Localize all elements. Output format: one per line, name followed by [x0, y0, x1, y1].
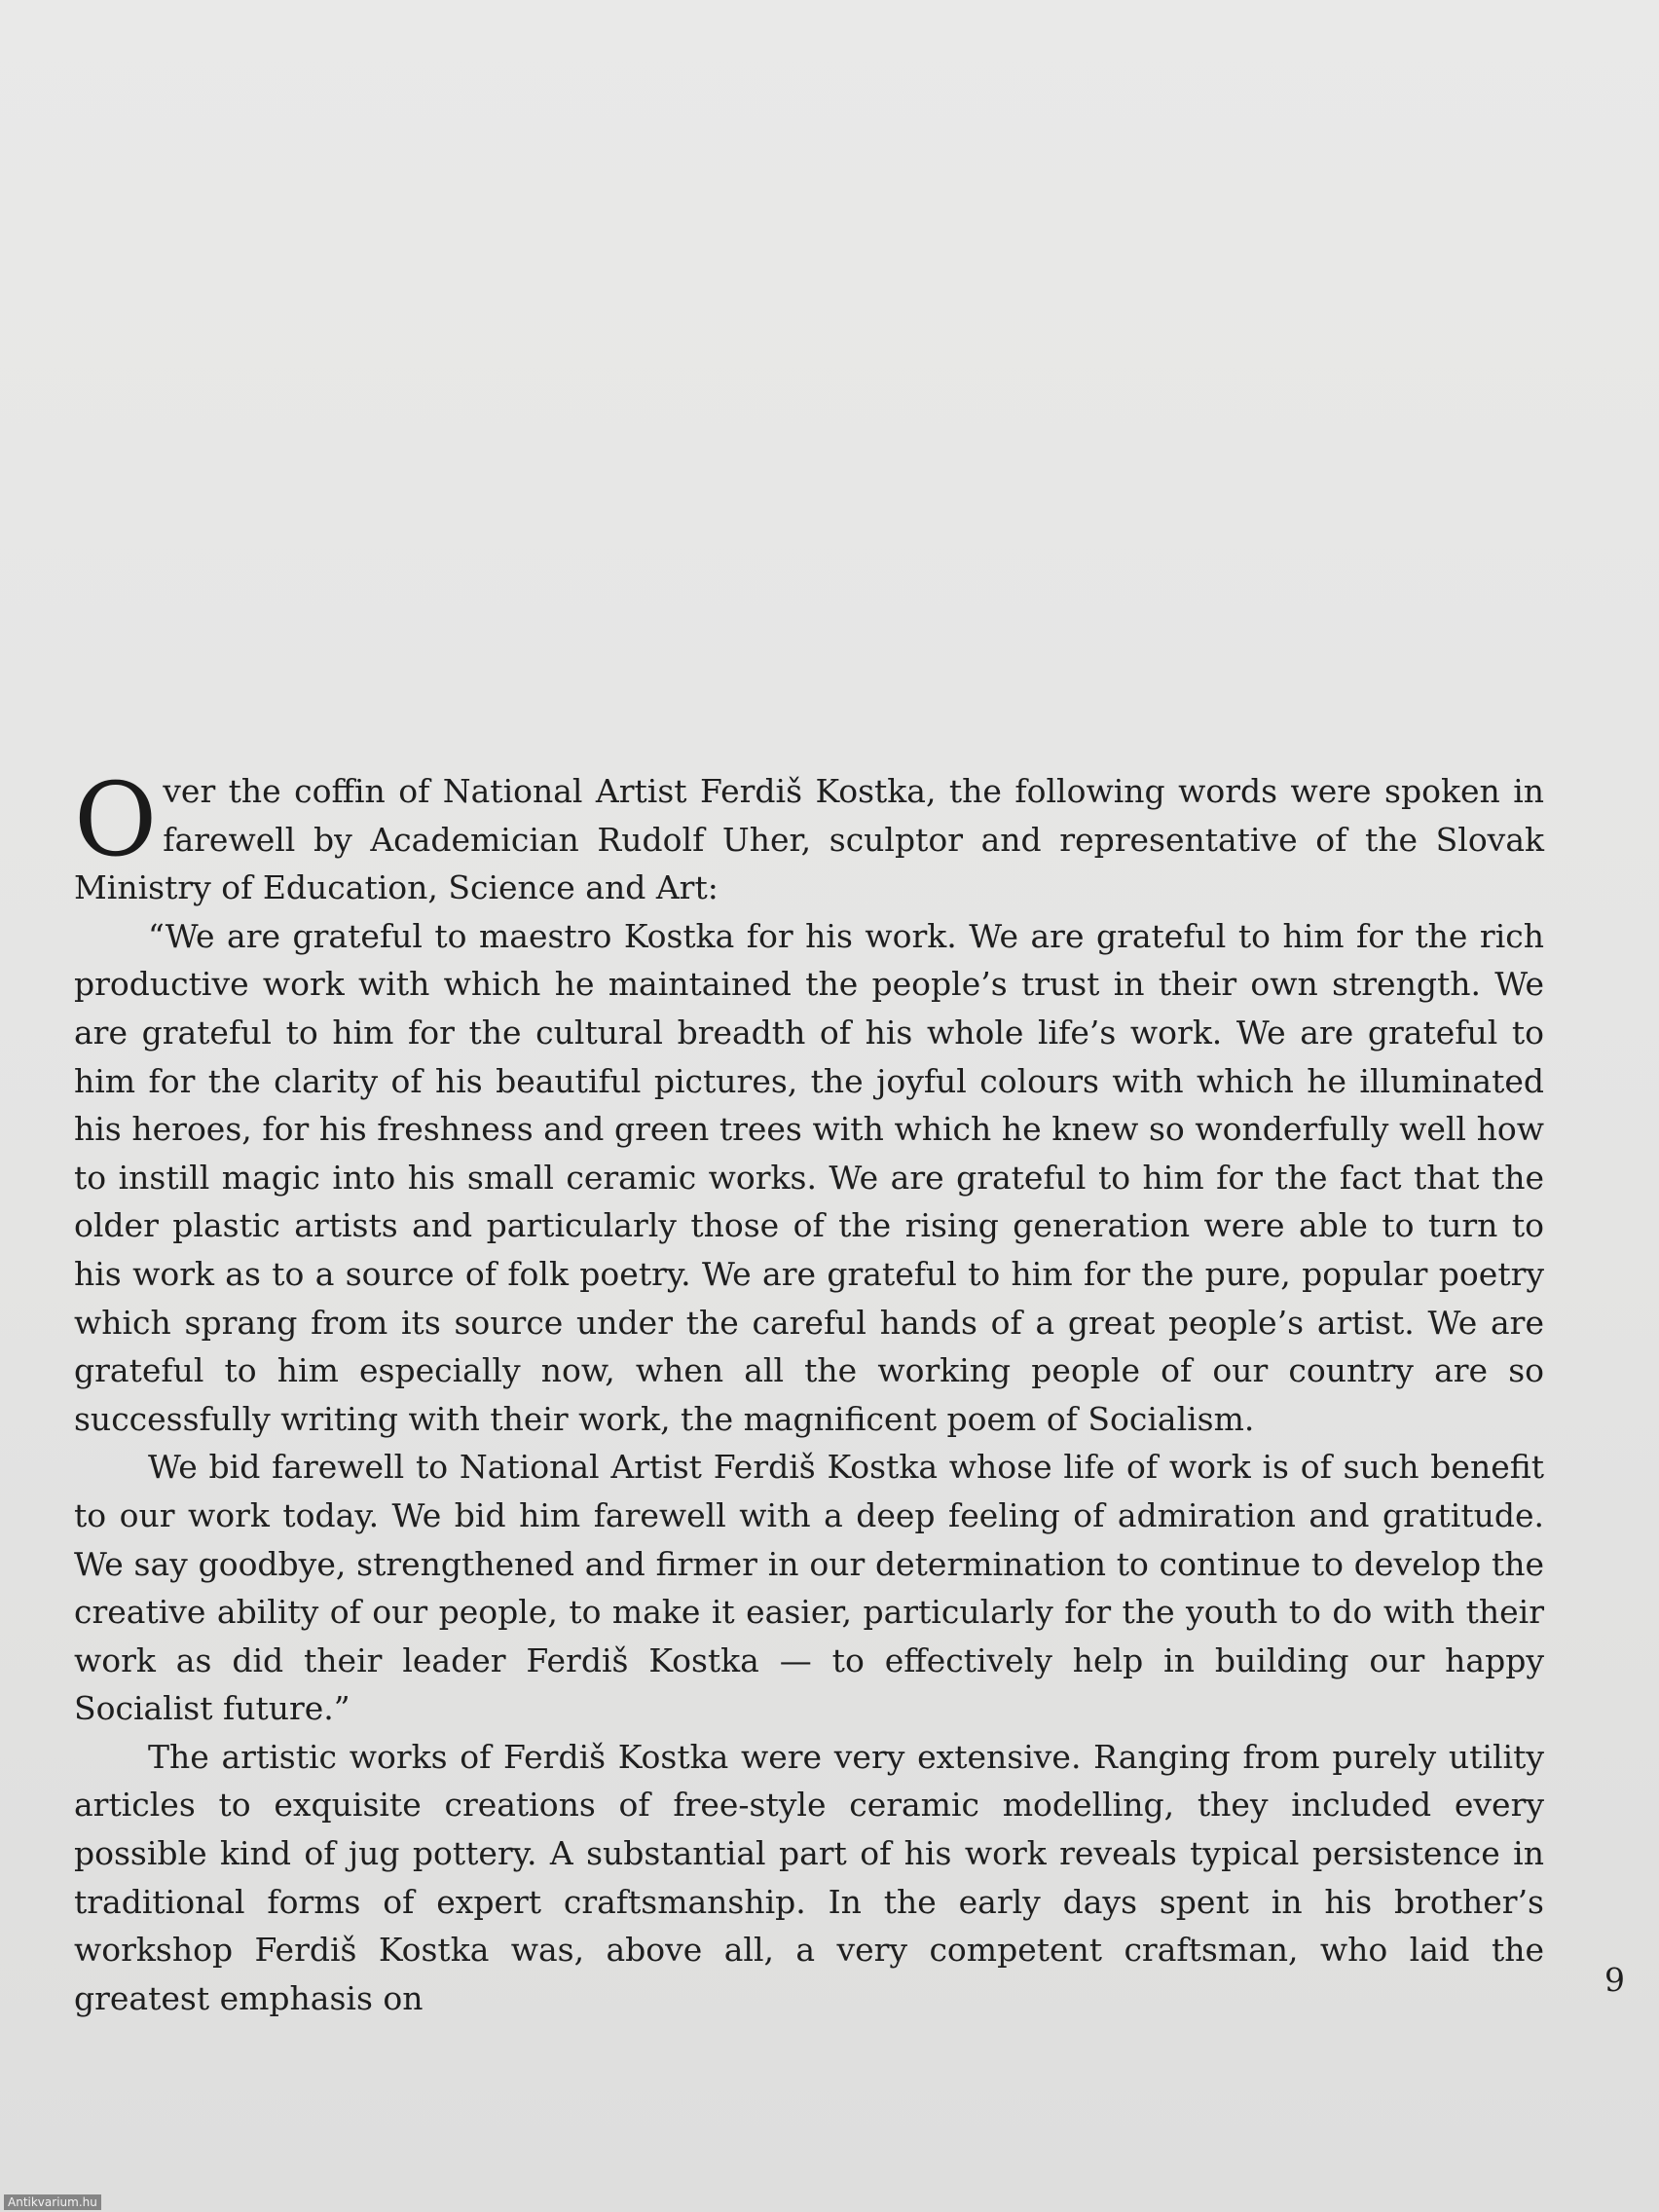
- body-text: [74, 760, 1544, 2022]
- paragraph-opening: [74, 760, 1544, 912]
- page-number: 9: [1604, 1961, 1625, 1999]
- drop-cap: O: [74, 760, 158, 879]
- paragraph-artistic-works: The artistic works of Ferdiš Kostka were very extensive. Ranging from purely utility articles to exquisite creations of free-style ceramic modelling, they included every possible kind of jug pottery. A substantial part of his work reveals typical persistence in traditional forms of expert craftsmanship. In the early days spent in his brother’s workshop Ferdiš Kostka was, above all, a very competent craftsman, who laid the greatest emphasis on: [74, 1737, 1544, 2017]
- watermark: Antikvarium.hu: [4, 2194, 101, 2210]
- paragraph-farewell: We bid farewell to National Artist Ferdiš Kostka whose life of work is of such benefit to our work today. We bid him farewell with a deep feeling of admiration and gratitude. We say goodbye, strengthened and firmer in our determination to continue to develop the creative ability of our people, to make it easier, particularly for the youth to do with their work as did their leader Ferdiš Kostka — to effectively help in building our happy Socialist future.”: [74, 1448, 1544, 1728]
- paragraph-opening-text: ver the coffin of National Artist Ferdiš Kostka, the following words were spoken in farewell by Academician Rudolf Uher, sculptor and representative of the Slovak Ministry of Education, Science and Art:: [74, 772, 1544, 907]
- paragraph-quote: “We are grateful to maestro Kostka for his work. We are grateful to him for the rich productive work with which he maintained the people’s trust in their own strength. We are grateful to him for the cultural breadth of his whole life’s work. We are grateful to him for the clarity of his beautiful pictures, the joyful colours with which he illuminated his heroes, for his freshness and green trees with which he knew so wonderfully well how to instill magic into his small ceramic works. We are grateful to him for the fact that the older plastic artists and particularly those of the rising generation were able to turn to his work as to a source of folk poetry. We are grateful to him for the pure, popular poetry which sprang from its source under the careful hands of a great people’s artist. We are grateful to him especially now, when all the working people of our country are so successfully writing with their work, the magnificent poem of Socialism.: [74, 916, 1544, 1438]
